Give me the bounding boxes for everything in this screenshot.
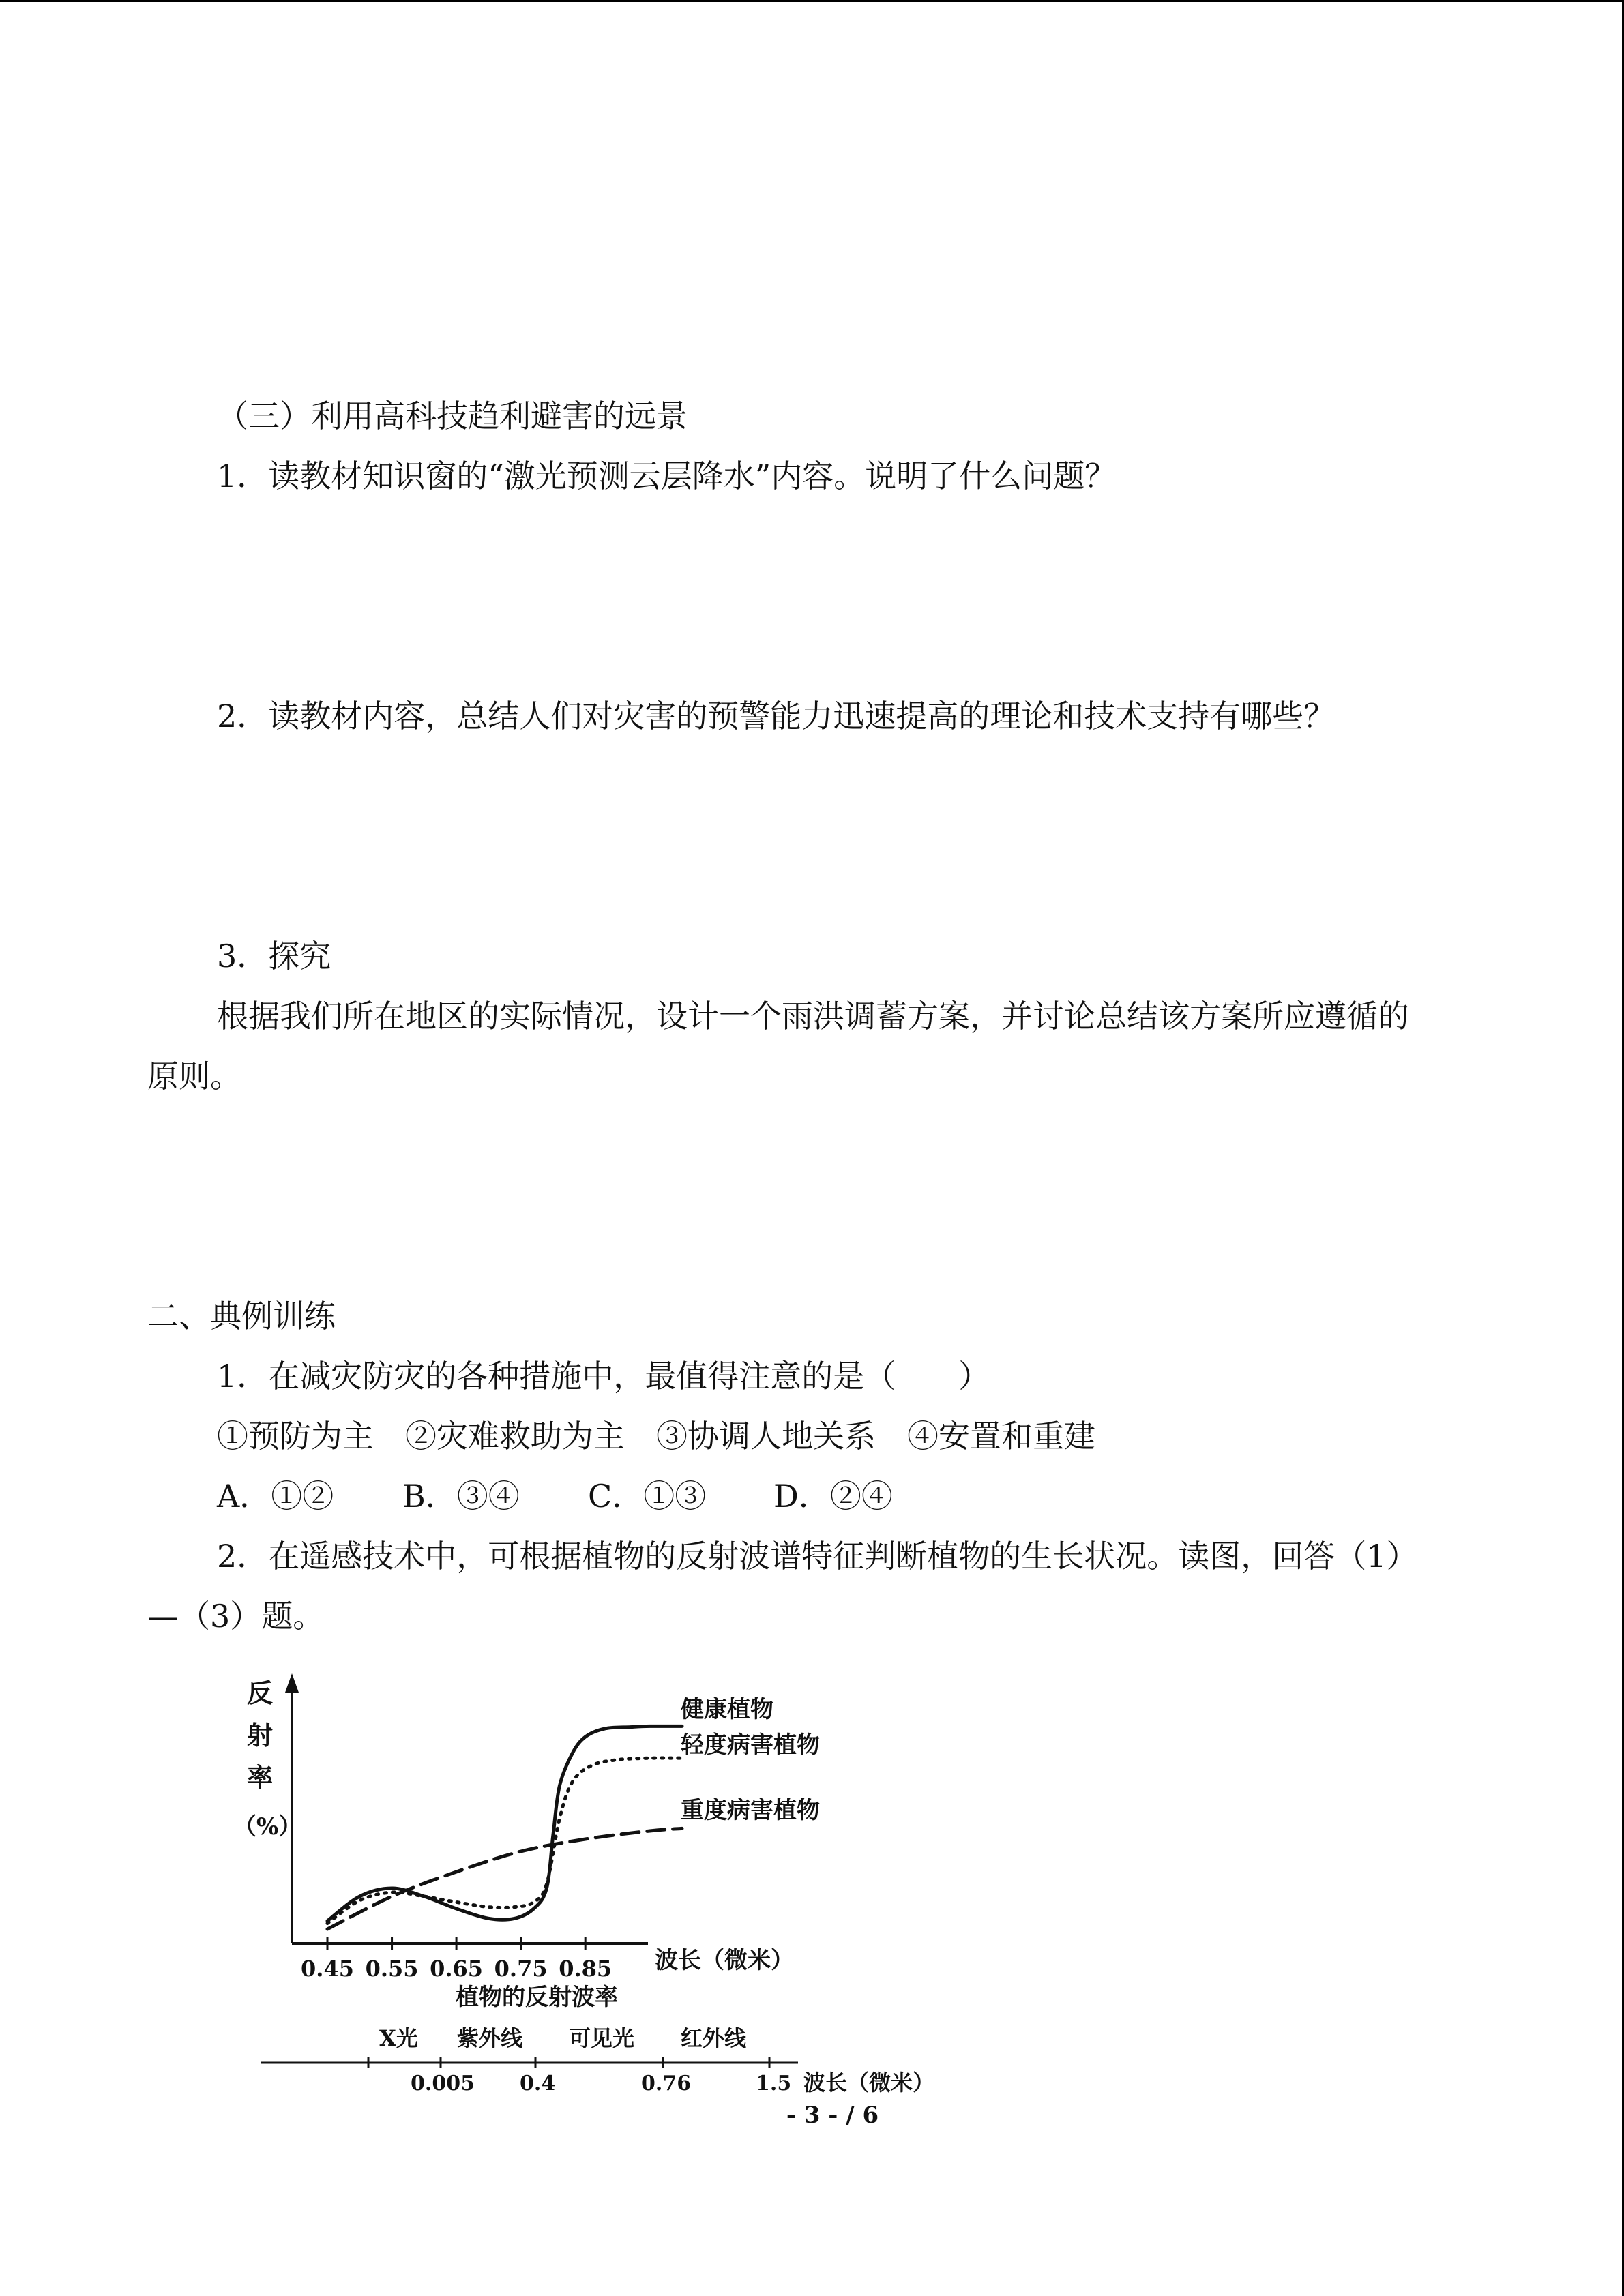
- x-tick-label: 0.65: [430, 1956, 484, 1982]
- band-uv: 紫外线: [457, 2025, 523, 2051]
- legend-severe: 重度病害植物: [681, 1797, 820, 1824]
- legend-healthy: 健康植物: [681, 1696, 773, 1723]
- question-3-line2: 原则。: [147, 1058, 241, 1094]
- page-number: - 3 - / 6: [786, 2102, 879, 2129]
- option-a: A．①②: [217, 1478, 334, 1515]
- example-1-options: [217, 1476, 893, 1517]
- y-label-char-3: 率: [247, 1762, 274, 1793]
- question-3-title: 3．探究: [217, 938, 331, 974]
- series-line-1: [327, 1726, 682, 1921]
- x-tick-label: 0.85: [559, 1956, 612, 1982]
- example-2-line2: —（3）题。: [147, 1598, 325, 1635]
- example-1-items: ①预防为主 ②灾难救助为主 ③协调人地关系 ④安置和重建: [217, 1418, 1095, 1455]
- band-xray: X光: [379, 2025, 418, 2051]
- x-axis-label: 波长（微米）: [655, 1947, 794, 1974]
- spectrum-label-0005: 0.005: [411, 2072, 475, 2096]
- y-label-char-2: 射: [247, 1720, 274, 1750]
- chart-title: 植物的反射波率: [456, 1984, 618, 2011]
- series-lines: [327, 1726, 682, 1929]
- band-infrared: 红外线: [681, 2025, 747, 2051]
- example-2-line1: 2．在遥感技术中，可根据植物的反射波谱特征判断植物的生长状况。读图，回答（1）: [217, 1538, 1418, 1575]
- x-tick-label: 0.75: [494, 1956, 548, 1982]
- x-tick-label: 0.45: [301, 1956, 354, 1982]
- option-d: D．②④: [773, 1478, 893, 1515]
- x-tick-label: 0.55: [365, 1956, 419, 1982]
- page-border-top: [0, 0, 1624, 2]
- series-line-2: [327, 1758, 682, 1924]
- reflectance-chart: [205, 1664, 989, 2107]
- y-label-char-1: 反: [247, 1678, 274, 1708]
- question-3-line1: 根据我们所在地区的实际情况，设计一个雨洪调蓄方案，并讨论总结该方案所应遵循的: [217, 998, 1409, 1034]
- spectrum-label-076: 0.76: [641, 2072, 692, 2096]
- y-axis-arrow: [285, 1673, 299, 1693]
- spectrum-axis-label: 波长（微米）: [803, 2070, 935, 2096]
- spectrum-label-15: 1.5: [756, 2072, 792, 2096]
- question-1: 1．读教材知识窗的“激光预测云层降水”内容。说明了什么问题？: [217, 458, 1117, 494]
- option-c: C．①③: [588, 1478, 707, 1515]
- section3-heading: （三）利用高科技趋利避害的远景: [217, 398, 688, 434]
- legend-mild: 轻度病害植物: [681, 1731, 820, 1759]
- y-label-unit: （%）: [233, 1813, 302, 1840]
- band-visible: 可见光: [569, 2025, 635, 2051]
- question-2: 2．读教材内容，总结人们对灾害的预警能力迅速提高的理论和技术支持有哪些？: [217, 698, 1335, 734]
- series-line-3: [327, 1828, 682, 1929]
- spectrum-label-04: 0.4: [520, 2072, 556, 2096]
- examples-heading: 二、典例训练: [147, 1298, 336, 1335]
- example-1: 1．在减灾防灾的各种措施中，最值得注意的是（ ）: [217, 1358, 990, 1395]
- option-b: B．③④: [402, 1478, 520, 1515]
